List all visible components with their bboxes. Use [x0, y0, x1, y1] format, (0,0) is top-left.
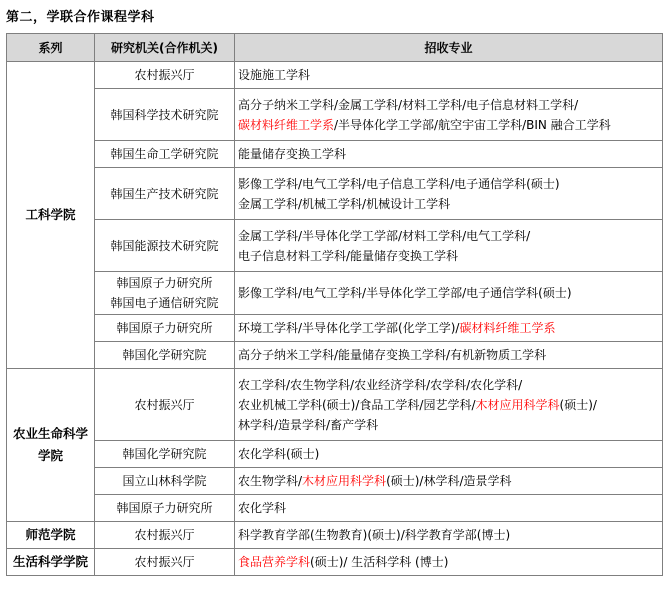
majors-line	[238, 65, 659, 85]
institute-cell	[95, 89, 235, 141]
institute-cell	[95, 369, 235, 441]
institute-cell	[95, 315, 235, 342]
college-name: 师范学院	[7, 522, 95, 549]
institute-cell	[95, 220, 235, 272]
table-row	[7, 62, 663, 89]
majors-line	[238, 471, 659, 491]
major-text: (硕士)/林学科/造景学科	[386, 474, 512, 488]
college-name: 农业生命科学学院	[7, 369, 95, 522]
institute-cell	[95, 141, 235, 168]
majors-cell	[235, 272, 663, 315]
highlighted-major: 碳材料纤维工学系	[238, 117, 335, 132]
institute-name: 农村振兴厅	[134, 555, 195, 569]
major-text: 农工学科/农生物学科/农业经济学科/农学科/农化学科/	[238, 377, 523, 392]
major-text: 环境工学科/半导体化学工学部(化学工学)/	[238, 321, 460, 335]
majors-cell	[235, 141, 663, 168]
table-row	[7, 522, 663, 549]
majors-cell	[235, 549, 663, 576]
institute-name: 农村振兴厅	[134, 528, 195, 542]
major-text: /半导体化学工学部/航空宇宙工学科/BIN 融合工学科	[334, 117, 611, 132]
table-body	[7, 62, 663, 576]
major-text: (硕士)/	[559, 397, 597, 412]
major-text: 高分子纳米工学科/金属工学科/材料工学科/电子信息材料工学科/	[238, 97, 579, 112]
institute-cell	[95, 441, 235, 468]
institute-name: 韩国原子力研究所	[116, 501, 213, 515]
institute-name: 农村振兴厅	[134, 397, 195, 412]
table-row	[7, 441, 663, 468]
major-text: 高分子纳米工学科/能量储存变换工学科/有机新物质工学科	[238, 348, 547, 362]
majors-cell	[235, 315, 663, 342]
majors-line	[238, 226, 659, 246]
program-table	[6, 33, 663, 576]
institute-name: 韩国原子力研究所	[116, 321, 213, 335]
institute-name: 韩国原子力研究所	[116, 276, 213, 290]
highlighted-major: 食品营养学科	[238, 555, 311, 569]
institute-cell	[95, 168, 235, 220]
major-text: 农业机械工学科(硕士)/食品工学科/园艺学科/	[238, 397, 476, 412]
institute-cell	[95, 522, 235, 549]
institute-name: 农村振兴厅	[134, 68, 195, 82]
major-text: 设施施工学科	[238, 68, 311, 82]
majors-line	[238, 115, 659, 135]
institute-name: 韩国科学技术研究院	[110, 107, 219, 122]
institute-name: 韩国能源技术研究院	[110, 238, 219, 253]
majors-line	[238, 415, 659, 435]
highlighted-major: 碳材料纤维工学系	[459, 321, 556, 335]
table-row	[7, 272, 663, 315]
table-row	[7, 369, 663, 441]
header-majors: 招收专业	[235, 34, 663, 62]
majors-cell	[235, 89, 663, 141]
table-row	[7, 89, 663, 141]
institute-name: 韩国化学研究院	[122, 348, 207, 362]
college-name: 生活科学学院	[7, 549, 95, 576]
section-heading: 第二，学联合作课程学科	[6, 10, 155, 25]
table-row	[7, 315, 663, 342]
majors-cell	[235, 522, 663, 549]
majors-cell	[235, 495, 663, 522]
majors-line	[238, 552, 659, 572]
major-text: 能量储存变换工学科	[238, 147, 347, 161]
major-text: 影像工学科/电气工学科/电子信息工学科/电子通信学科(硕士)	[238, 176, 560, 191]
major-text: 金属工学科/机械工学科/机械设计工学科	[238, 196, 451, 211]
major-text: 影像工学科/电气工学科/半导体化学工学部/电子通信学科(硕士)	[238, 286, 572, 300]
table-row	[7, 342, 663, 369]
table-row	[7, 549, 663, 576]
majors-cell	[235, 168, 663, 220]
major-text: 农化学科	[238, 501, 287, 515]
highlighted-major: 木材应用科学科	[475, 397, 560, 412]
majors-cell	[235, 468, 663, 495]
majors-line	[238, 375, 659, 395]
majors-line	[238, 444, 659, 464]
majors-line	[238, 246, 659, 266]
majors-line	[238, 144, 659, 164]
majors-cell	[235, 62, 663, 89]
header-series: 系列	[7, 34, 95, 62]
major-text: (硕士)/ 生活科学科 (博士)	[310, 555, 449, 569]
institute-name: 韩国电子通信研究院	[110, 296, 219, 310]
header-institute: 研究机关(合作机关)	[95, 34, 235, 62]
major-text: 电子信息材料工学科/能量储存变换工学科	[238, 248, 459, 263]
majors-cell	[235, 441, 663, 468]
table-row	[7, 468, 663, 495]
majors-line	[238, 194, 659, 214]
institute-name: 韩国生产技术研究院	[110, 186, 219, 201]
institute-cell	[95, 62, 235, 89]
majors-cell	[235, 369, 663, 441]
table-row	[7, 495, 663, 522]
major-text: 金属工学科/半导体化学工学部/材料工学科/电气工学科/	[238, 228, 531, 243]
institute-cell	[95, 549, 235, 576]
institute-cell	[95, 495, 235, 522]
majors-line	[238, 174, 659, 194]
institute-name: 韩国化学研究院	[122, 447, 207, 461]
table-row	[7, 220, 663, 272]
majors-cell	[235, 220, 663, 272]
table-header-row	[7, 34, 663, 62]
major-text: 科学教育学部(生物教育)(硕士)/科学教育学部(博士)	[238, 528, 511, 542]
majors-cell	[235, 342, 663, 369]
major-text: 林学科/造景学科/畜产学科	[238, 417, 379, 432]
institute-name: 韩国生命工学研究院	[110, 147, 219, 161]
institute-cell	[95, 272, 235, 315]
table-row	[7, 168, 663, 220]
table-row	[7, 141, 663, 168]
major-text: 农化学科(硕士)	[238, 447, 320, 461]
institute-cell	[95, 342, 235, 369]
majors-line	[238, 95, 659, 115]
majors-line	[238, 525, 659, 545]
majors-line	[238, 395, 659, 415]
institute-name: 国立山林科学院	[122, 474, 207, 488]
majors-line	[238, 283, 659, 303]
majors-line	[238, 498, 659, 518]
institute-cell	[95, 468, 235, 495]
majors-line	[238, 345, 659, 365]
highlighted-major: 木材应用科学科	[302, 474, 387, 488]
majors-line	[238, 318, 659, 338]
college-name: 工科学院	[7, 62, 95, 369]
major-text: 农生物学科/	[238, 474, 303, 488]
